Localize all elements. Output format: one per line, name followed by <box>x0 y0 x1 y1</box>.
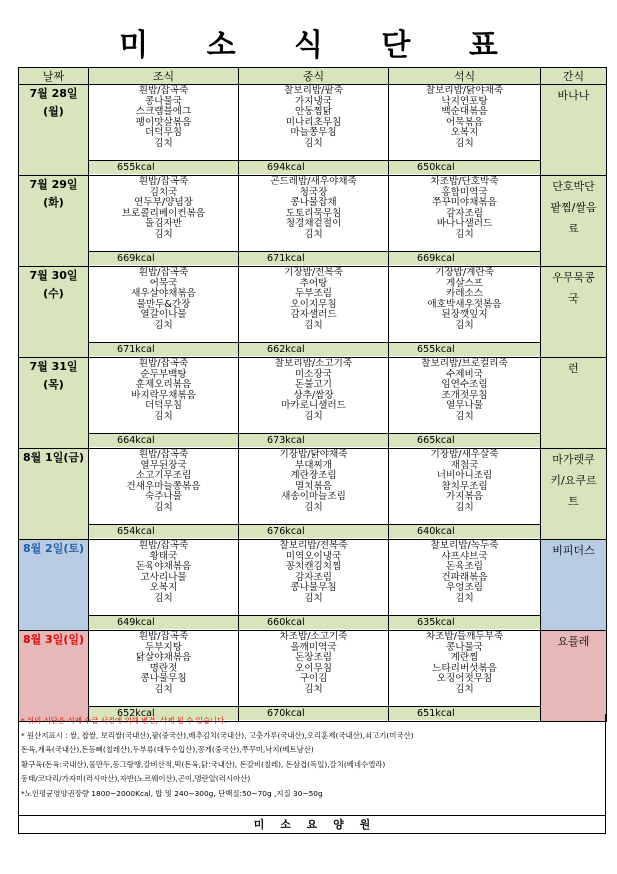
day-date: 8월 2일(토) <box>22 542 85 555</box>
menu-item: 마늘쫑무침 <box>290 127 337 139</box>
menu-item: 고사리나물 <box>140 571 187 583</box>
dinner-items <box>389 540 540 615</box>
menu-item: 재첩국 <box>450 459 479 471</box>
lunch-cell <box>239 358 389 449</box>
lunch-kcal: 660kcal <box>239 615 388 629</box>
day-weekday: (월) <box>43 105 64 118</box>
note-line: 동태/코다리/가자미(러시아산),자반(노르웨이산),곤이,명란알(러시아산) <box>21 774 251 784</box>
note-line: * 원산지표시 : 쌀, 찹쌀, 보리쌀(국내산),팥(중국산),배추김치(국내산), 고춧가루(국내산),오리훈제(국내산),쇠고기(미국산) <box>21 730 414 740</box>
snack-text: 팥찜/쌀음 <box>550 201 597 214</box>
menu-item: 차조밥/소고기죽 <box>279 631 348 642</box>
menu-item: 콩나물잡채 <box>290 197 337 209</box>
menu-item: 더덕무침 <box>144 400 183 412</box>
day-date: 7월 28일 <box>29 87 78 100</box>
menu-item: 김치 <box>304 683 323 695</box>
dinner-kcal: 669kcal <box>389 251 540 265</box>
menu-item: 감자조림 <box>294 571 333 583</box>
breakfast-kcal: 649kcal <box>89 615 238 629</box>
menu-item: 김치 <box>154 501 173 513</box>
day-row <box>19 85 607 176</box>
menu-item: 올깨미역국 <box>290 641 337 653</box>
menu-item: 백순대볶음 <box>441 106 488 118</box>
menu-item: 김치 <box>455 592 474 604</box>
day-row <box>19 176 607 267</box>
menu-item: 김치 <box>304 501 323 513</box>
dinner-items <box>389 85 540 160</box>
note-line: *노인평균영양권장량 1800~2000Kcal, 밥 및 240~300g, 단백질:50~70g ,지질 30~50g <box>21 788 323 798</box>
page-title: 미 소 식 단 표 <box>119 28 522 63</box>
menu-item: 브로콜리베이컨볶음 <box>121 207 206 219</box>
menu-item: 추어탕 <box>299 277 328 289</box>
menu-item: 김치 <box>455 137 474 149</box>
day-date-cell <box>19 267 89 358</box>
breakfast-kcal: 664kcal <box>89 433 238 447</box>
menu-item: 훈제오리볶음 <box>135 379 192 391</box>
day-date: 8월 3일(일) <box>22 633 85 646</box>
breakfast-items <box>89 176 238 251</box>
menu-item: 게살스프 <box>445 277 484 289</box>
breakfast-items <box>89 540 238 615</box>
menu-item: 김치 <box>154 592 173 604</box>
dinner-kcal: 640kcal <box>389 524 540 538</box>
menu-item: 김치 <box>455 228 474 240</box>
snack-cell <box>541 449 607 540</box>
menu-item: 열무나물 <box>445 400 484 412</box>
day-date-cell <box>19 85 89 176</box>
dinner-kcal: 665kcal <box>389 433 540 447</box>
day-row <box>19 267 607 358</box>
menu-item: 계란장조림 <box>290 470 337 482</box>
snack-text: 키/요쿠르 <box>550 474 597 487</box>
menu-item: 홍합미역국 <box>441 186 488 198</box>
menu-item: 바지락무채볶음 <box>131 389 196 401</box>
menu-item: 된장깻잎지 <box>441 309 488 321</box>
menu-item: 너비아니조림 <box>436 470 493 482</box>
note-line: * 위의 식단은 식재 수급 사정에 의해 변경, 삭제 될 수 있습니다. <box>21 716 227 725</box>
menu-item: 상추/쌈장 <box>293 389 334 401</box>
menu-item: 미소장국 <box>294 368 333 380</box>
menu-item: 돌김자반 <box>144 218 183 230</box>
menu-item: 기장밥/닭야채죽 <box>279 449 348 460</box>
lunch-kcal: 694kcal <box>239 160 388 174</box>
menu-item: 부대찌개 <box>294 459 333 471</box>
header-dinner: 석식 <box>389 68 541 85</box>
menu-item: 카레소스 <box>445 288 484 300</box>
dinner-cell <box>389 176 541 267</box>
day-date-cell <box>19 540 89 631</box>
menu-item: 참치무조림 <box>441 480 488 492</box>
breakfast-cell <box>89 358 239 449</box>
day-weekday: (화) <box>43 196 64 209</box>
lunch-items <box>239 540 388 615</box>
breakfast-kcal: 652kcal <box>89 706 238 720</box>
menu-item: 흰밥/잡곡죽 <box>138 358 189 369</box>
menu-item: 콩나물국 <box>144 95 183 107</box>
day-weekday: (목) <box>43 378 64 391</box>
breakfast-cell <box>89 267 239 358</box>
lunch-items <box>239 631 388 706</box>
menu-item: 오이지무침 <box>290 298 337 310</box>
snack-cell <box>541 176 607 267</box>
menu-item: 김치 <box>455 410 474 422</box>
breakfast-cell <box>89 449 239 540</box>
dinner-kcal: 650kcal <box>389 160 540 174</box>
lunch-cell <box>239 267 389 358</box>
menu-item: 낙지연포탕 <box>441 95 488 107</box>
lunch-kcal: 662kcal <box>239 342 388 356</box>
dinner-cell <box>389 631 541 722</box>
lunch-cell <box>239 631 389 722</box>
snack-text: 국 <box>568 292 579 305</box>
menu-item: 꽁치캔김치찜 <box>285 561 342 573</box>
snack-cell <box>541 358 607 449</box>
menu-item: 김치 <box>154 319 173 331</box>
lunch-kcal: 670kcal <box>239 706 388 720</box>
menu-item: 순두부백탕 <box>140 368 187 380</box>
breakfast-kcal: 669kcal <box>89 251 238 265</box>
day-date-cell <box>19 358 89 449</box>
menu-item: 건파래볶음 <box>441 571 488 583</box>
menu-item: 닭살야채볶음 <box>135 652 192 664</box>
menu-item: 감자조림 <box>445 207 484 219</box>
menu-item: 두부지탕 <box>144 641 183 653</box>
snack-cell <box>541 85 607 176</box>
menu-item: 기장밥/새우살죽 <box>430 449 499 460</box>
menu-item: 기장밥/전복죽 <box>284 267 343 278</box>
menu-item: 김치국 <box>149 186 178 198</box>
menu-item: 김치 <box>455 319 474 331</box>
breakfast-kcal: 655kcal <box>89 160 238 174</box>
menu-item: 가지볶음 <box>445 491 484 503</box>
menu-item: 청국장 <box>299 186 328 198</box>
menu-item: 돈육야채볶음 <box>135 561 192 573</box>
snack-text: 바나나 <box>557 89 590 102</box>
menu-item: 멸치볶음 <box>294 480 333 492</box>
menu-item: 김치 <box>154 137 173 149</box>
menu-item: 김치 <box>304 592 323 604</box>
header-breakfast: 조식 <box>89 68 239 85</box>
day-date: 7월 31일 <box>29 360 78 373</box>
lunch-kcal: 676kcal <box>239 524 388 538</box>
note-line: 돈육,계육(국내산),돈등뼈(칠레산),두부류(대두수입산),꽁게(중국산),쭈꾸미,낙지(베트남산) <box>21 745 314 755</box>
day-date: 7월 29일 <box>29 178 78 191</box>
menu-table <box>18 67 607 722</box>
menu-item: 김치 <box>154 228 173 240</box>
lunch-items <box>239 449 388 524</box>
snack-cell <box>541 267 607 358</box>
menu-item: 도토리묵무침 <box>285 207 342 219</box>
menu-item: 김치 <box>304 319 323 331</box>
menu-item: 바나나샐러드 <box>436 218 493 230</box>
menu-item: 계란찜 <box>450 652 479 664</box>
dinner-cell <box>389 540 541 631</box>
dinner-cell <box>389 358 541 449</box>
day-row <box>19 449 607 540</box>
menu-item: 마카로니샐러드 <box>281 400 346 412</box>
menu-item: 어묵국 <box>149 277 178 289</box>
menu-item: 가지냉국 <box>294 95 333 107</box>
lunch-cell <box>239 176 389 267</box>
day-date-cell <box>19 631 89 722</box>
menu-item: 오복지 <box>450 127 479 139</box>
lunch-cell <box>239 85 389 176</box>
menu-item: 콩나물국 <box>445 641 484 653</box>
lunch-kcal: 671kcal <box>239 251 388 265</box>
dinner-items <box>389 267 540 342</box>
breakfast-items <box>89 85 238 160</box>
menu-item: 샤프샤브국 <box>441 550 488 562</box>
note-line: 황구육(돈육:국내산),물만두,동그랑땡,갈비산적,떡(돈육,닭:국내산), 돈갈비(칠레), 돈삼겹(독일),갈치(베네수엘라) <box>21 759 386 769</box>
menu-item: 찰보리밥/전복죽 <box>279 540 348 551</box>
menu-item: 김치 <box>154 683 173 695</box>
breakfast-kcal: 671kcal <box>89 342 238 356</box>
header-row <box>19 68 607 85</box>
menu-item: 차조밥/들깨두부죽 <box>425 631 504 642</box>
snack-text: 런 <box>568 362 579 375</box>
day-date-cell <box>19 176 89 267</box>
menu-item: 찰보리밥/팥죽 <box>284 85 343 96</box>
snack-text: 료 <box>568 222 579 235</box>
menu-item: 김치 <box>304 137 323 149</box>
facility-name: 미 소 요 양 원 <box>253 818 377 831</box>
menu-item: 콩나물무침 <box>140 673 187 685</box>
header-lunch: 중식 <box>239 68 389 85</box>
dinner-cell <box>389 267 541 358</box>
menu-item: 건새우마늘쫑볶음 <box>126 480 201 492</box>
breakfast-items <box>89 631 238 706</box>
day-date-cell <box>19 449 89 540</box>
menu-item: 안동찜닭 <box>294 106 333 118</box>
breakfast-cell <box>89 85 239 176</box>
menu-item: 열갈이나물 <box>140 309 187 321</box>
menu-item: 찰보리밥/브로컬리죽 <box>421 358 508 369</box>
lunch-items <box>239 358 388 433</box>
breakfast-cell <box>89 540 239 631</box>
notes-section <box>18 714 606 816</box>
breakfast-items <box>89 449 238 524</box>
lunch-items <box>239 267 388 342</box>
menu-item: 새송이마늘조림 <box>281 491 346 503</box>
dinner-cell <box>389 85 541 176</box>
menu-item: 수제비국 <box>445 368 484 380</box>
menu-item: 곤드레밥/새우야채죽 <box>270 176 357 187</box>
dinner-items <box>389 631 540 706</box>
menu-item: 쭈꾸미야채볶음 <box>432 197 497 209</box>
lunch-items <box>239 176 388 251</box>
menu-item: 애호박새우젓볶음 <box>427 298 502 310</box>
menu-item: 연두부/양념장 <box>134 197 193 209</box>
snack-text: 우무묵콩 <box>552 271 595 284</box>
menu-item: 콩나물무침 <box>290 582 337 594</box>
snack-cell <box>541 631 607 722</box>
menu-item: 어묵볶음 <box>445 116 484 128</box>
menu-item: 더덕무침 <box>144 127 183 139</box>
menu-item: 황태국 <box>149 550 178 562</box>
menu-item: 김치 <box>154 410 173 422</box>
menu-item: 흰밥/잡곡죽 <box>138 631 189 642</box>
menu-item: 오징어젓무침 <box>436 673 493 685</box>
snack-text: 단호박단 <box>552 180 595 193</box>
day-row <box>19 358 607 449</box>
lunch-cell <box>239 449 389 540</box>
lunch-items <box>239 85 388 160</box>
lunch-cell <box>239 540 389 631</box>
menu-item: 스크램블에그 <box>135 106 192 118</box>
snack-text: 비피더스 <box>552 544 595 557</box>
menu-item: 기장밥/계란죽 <box>435 267 494 278</box>
menu-item: 돈장조림 <box>294 652 333 664</box>
menu-item: 조개젓무침 <box>441 389 488 401</box>
menu-item: 열무된장국 <box>140 459 187 471</box>
dinner-items <box>389 449 540 524</box>
menu-item: 흰밥/잡곡죽 <box>138 176 189 187</box>
menu-item: 김치 <box>455 683 474 695</box>
lunch-kcal: 673kcal <box>239 433 388 447</box>
header-snack: 간식 <box>541 68 607 85</box>
menu-item: 새우살야채볶음 <box>131 288 196 300</box>
day-weekday: (수) <box>43 287 64 300</box>
menu-body <box>19 85 607 722</box>
menu-item: 오이무침 <box>294 662 333 674</box>
facility-name-footer <box>18 816 606 834</box>
snack-text: 마가렛쿠 <box>552 453 595 466</box>
menu-item: 구이김 <box>299 673 328 685</box>
menu-item: 흰밥/잡곡죽 <box>138 267 189 278</box>
menu-item: 팽이맛살볶음 <box>135 116 192 128</box>
header-date: 날짜 <box>19 68 89 85</box>
breakfast-cell <box>89 176 239 267</box>
menu-item: 흰밥/잡곡죽 <box>138 449 189 460</box>
menu-item: 돈불고기 <box>294 379 333 391</box>
menu-item: 감자샐러드 <box>290 309 337 321</box>
menu-item: 소고기무조림 <box>135 470 192 482</box>
dinner-kcal: 651kcal <box>389 706 540 720</box>
breakfast-cell <box>89 631 239 722</box>
menu-item: 청경채겉절이 <box>285 218 342 230</box>
dinner-kcal: 655kcal <box>389 342 540 356</box>
menu-item: 김치 <box>304 228 323 240</box>
menu-item: 흰밥/잡곡죽 <box>138 540 189 551</box>
day-date: 7월 30일 <box>29 269 78 282</box>
snack-text: 요플레 <box>557 635 590 648</box>
day-date: 8월 1일(금) <box>22 451 85 464</box>
menu-item: 미역오이냉국 <box>285 550 342 562</box>
day-row <box>19 540 607 631</box>
snack-text: 트 <box>568 495 579 508</box>
menu-item: 돈육조림 <box>445 561 484 573</box>
dinner-items <box>389 176 540 251</box>
menu-item: 두부조림 <box>294 288 333 300</box>
menu-item: 차조밥/단호박죽 <box>430 176 499 187</box>
dinner-kcal: 635kcal <box>389 615 540 629</box>
breakfast-items <box>89 267 238 342</box>
menu-item: 찰보리밥/소고기죽 <box>274 358 353 369</box>
breakfast-items <box>89 358 238 433</box>
day-row <box>19 631 607 722</box>
menu-item: 느타리버섯볶음 <box>432 662 497 674</box>
menu-item: 찰보리밥/닭야채죽 <box>425 85 504 96</box>
menu-item: 임연수조림 <box>441 379 488 391</box>
menu-item: 김치 <box>304 410 323 422</box>
snack-cell <box>541 540 607 631</box>
menu-item: 숙주나물 <box>144 491 183 503</box>
dinner-cell <box>389 449 541 540</box>
menu-item: 미나리초무침 <box>285 116 342 128</box>
dinner-items <box>389 358 540 433</box>
menu-item: 찰보리밥/녹두죽 <box>430 540 499 551</box>
menu-item: 흰밥/잡곡죽 <box>138 85 189 96</box>
menu-item: 물만두&간장 <box>136 298 191 310</box>
menu-item: 명란젓 <box>149 662 178 674</box>
breakfast-kcal: 654kcal <box>89 524 238 538</box>
menu-item: 오복지 <box>149 582 178 594</box>
menu-item: 김치 <box>455 501 474 513</box>
menu-item: 우엉조림 <box>445 582 484 594</box>
